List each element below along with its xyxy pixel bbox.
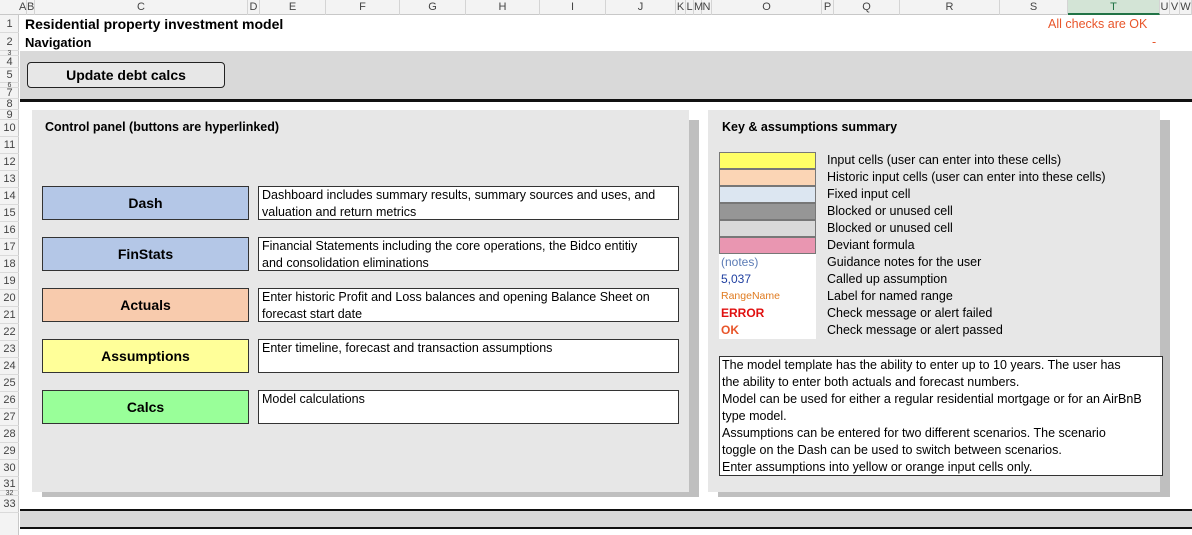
key-label: Check message or alert passed	[827, 323, 1003, 337]
row-header-18[interactable]: 18	[0, 256, 19, 273]
row-header-4[interactable]: 4	[0, 56, 19, 68]
key-swatch	[719, 237, 816, 254]
row-header-21[interactable]: 21	[0, 307, 19, 324]
key-label: Blocked or unused cell	[827, 204, 953, 218]
grey-band-bottom	[20, 510, 1192, 527]
row-header-5[interactable]: 5	[0, 68, 19, 83]
row-header-24[interactable]: 24	[0, 358, 19, 375]
row-header-9[interactable]: 9	[0, 110, 19, 120]
row-header-29[interactable]: 29	[0, 443, 19, 460]
nav-button-dash[interactable]: Dash	[42, 186, 249, 220]
check-status-sub: -	[1152, 35, 1157, 49]
nav-description-line: Enter historic Profit and Loss balances and opening Balance Sheet on	[262, 290, 650, 304]
nav-description-assumptions	[258, 339, 679, 373]
model-title: Residential property investment model	[25, 16, 284, 32]
column-header-l[interactable]: L	[686, 1, 693, 13]
column-header-j[interactable]: J	[606, 0, 676, 15]
key-label: Fixed input cell	[827, 187, 911, 201]
column-header-t[interactable]: T	[1068, 0, 1160, 15]
row-header-14[interactable]: 14	[0, 188, 19, 205]
nav-description-line: valuation and return metrics	[262, 205, 417, 219]
nav-description-dash	[258, 186, 679, 220]
nav-button-actuals[interactable]: Actuals	[42, 288, 249, 322]
control-panel-title: Control panel (buttons are hyperlinked)	[45, 120, 280, 134]
key-panel-title: Key & assumptions summary	[722, 120, 898, 134]
key-label: Historic input cells (user can enter into these cells)	[827, 170, 1106, 184]
column-header-h[interactable]: H	[466, 0, 540, 15]
row-header-2[interactable]: 2	[0, 33, 19, 51]
row-header-10[interactable]: 10	[0, 120, 19, 137]
row-header-30[interactable]: 30	[0, 460, 19, 477]
row-header-1[interactable]: 1	[0, 15, 19, 33]
key-label: Input cells (user can enter into these cells)	[827, 153, 1062, 167]
column-header-v[interactable]: V	[1170, 1, 1179, 13]
key-sample-text: OK	[721, 323, 739, 337]
key-swatch	[719, 186, 816, 203]
column-header-q[interactable]: Q	[834, 0, 900, 15]
row-header-bar	[0, 15, 19, 535]
row-header-16[interactable]: 16	[0, 222, 19, 239]
row-header-19[interactable]: 19	[0, 273, 19, 290]
row-header-12[interactable]: 12	[0, 154, 19, 171]
row-header-8[interactable]: 8	[0, 99, 19, 110]
row-header-15[interactable]: 15	[0, 205, 19, 222]
row-header-17[interactable]: 17	[0, 239, 19, 256]
row-header-7[interactable]: 7	[0, 88, 19, 99]
column-header-k[interactable]: K	[676, 1, 685, 13]
nav-description-line: forecast start date	[262, 307, 363, 321]
nav-description-line	[262, 357, 675, 374]
column-header-b[interactable]: B	[27, 1, 35, 13]
column-header-i[interactable]: I	[540, 0, 606, 15]
column-header-a[interactable]: A	[19, 1, 27, 13]
column-header-c[interactable]: C	[35, 0, 248, 15]
notes-line: The model template has the ability to enter up to 10 years. The user has	[722, 358, 1121, 372]
notes-line: Enter assumptions into yellow or orange input cells only.	[722, 460, 1033, 474]
column-header-w[interactable]: W	[1180, 1, 1191, 13]
column-header-e[interactable]: E	[260, 0, 326, 15]
nav-description-line: Financial Statements including the core operations, the Bidco entitiy	[262, 239, 638, 253]
row-header-27[interactable]: 27	[0, 409, 19, 426]
key-sample-text: 5,037	[721, 272, 752, 286]
nav-description-line	[262, 408, 675, 425]
column-header-r[interactable]: R	[900, 0, 1000, 15]
row-header-20[interactable]: 20	[0, 290, 19, 307]
column-header-o[interactable]: O	[712, 0, 822, 15]
nav-button-finstats[interactable]: FinStats	[42, 237, 249, 271]
key-label: Deviant formula	[827, 238, 915, 252]
row-header-26[interactable]: 26	[0, 392, 19, 409]
row-header-33[interactable]: 33	[0, 496, 19, 513]
key-sample-text: RangeName	[721, 290, 780, 302]
divider-top	[20, 99, 1192, 102]
key-swatch	[719, 169, 816, 186]
nav-description-line: Dashboard includes summary results, summary sources and uses, and	[262, 188, 656, 202]
key-label: Check message or alert failed	[827, 306, 993, 320]
column-header-u[interactable]: U	[1160, 1, 1169, 13]
row-header-23[interactable]: 23	[0, 341, 19, 358]
nav-description-line: Enter timeline, forecast and transaction assumptions	[262, 341, 553, 355]
notes-line: Assumptions can be entered for two different scenarios. The scenario	[722, 426, 1106, 440]
column-header-n[interactable]: N	[702, 1, 711, 13]
nav-description-actuals	[258, 288, 679, 322]
row-header-32[interactable]: 32	[0, 491, 19, 496]
update-debt-calcs-button[interactable]: Update debt calcs	[27, 62, 225, 88]
row-header-11[interactable]: 11	[0, 137, 19, 154]
column-header-g[interactable]: G	[400, 0, 466, 15]
column-header-p[interactable]: P	[822, 0, 834, 15]
key-swatch	[719, 152, 816, 169]
column-header-bar	[0, 0, 1192, 15]
column-header-f[interactable]: F	[326, 0, 400, 15]
column-header-s[interactable]: S	[1000, 0, 1068, 15]
notes-line: type model.	[722, 409, 787, 423]
row-header-6[interactable]: 6	[0, 83, 19, 88]
notes-line: the ability to enter both actuals and forecast numbers.	[722, 375, 1020, 389]
nav-button-calcs[interactable]: Calcs	[42, 390, 249, 424]
key-label: Called up assumption	[827, 272, 948, 286]
row-header-31[interactable]: 31	[0, 477, 19, 491]
nav-button-assumptions[interactable]: Assumptions	[42, 339, 249, 373]
key-sample-text: (notes)	[721, 255, 759, 269]
divider-bottom	[20, 527, 1192, 529]
assumptions-notes-box	[719, 356, 1163, 476]
key-label: Label for named range	[827, 289, 953, 303]
key-label: Guidance notes for the user	[827, 255, 982, 269]
navigation-label: Navigation	[25, 35, 92, 50]
key-swatch	[719, 220, 816, 237]
nav-description-line: Model calculations	[262, 392, 365, 406]
row-header-3[interactable]: 3	[0, 51, 19, 56]
nav-description-calcs	[258, 390, 679, 424]
nav-description-line: and consolidation eliminations	[262, 256, 429, 270]
column-header-m[interactable]: M	[694, 1, 704, 13]
notes-line: toggle on the Dash can be used to switch between scenarios.	[722, 443, 1062, 457]
key-label: Blocked or unused cell	[827, 221, 953, 235]
row-header-25[interactable]: 25	[0, 375, 19, 392]
row-header-13[interactable]: 13	[0, 171, 19, 188]
notes-line: Model can be used for either a regular residential mortgage or for an AirBnB	[722, 392, 1142, 406]
divider-bottom-top	[20, 509, 1192, 511]
key-sample-text: ERROR	[721, 306, 765, 320]
row-header-22[interactable]: 22	[0, 324, 19, 341]
row-header-28[interactable]: 28	[0, 426, 19, 443]
column-header-d[interactable]: D	[248, 0, 260, 15]
check-status: All checks are OK	[1048, 17, 1148, 31]
key-swatch	[719, 203, 816, 220]
nav-description-finstats	[258, 237, 679, 271]
